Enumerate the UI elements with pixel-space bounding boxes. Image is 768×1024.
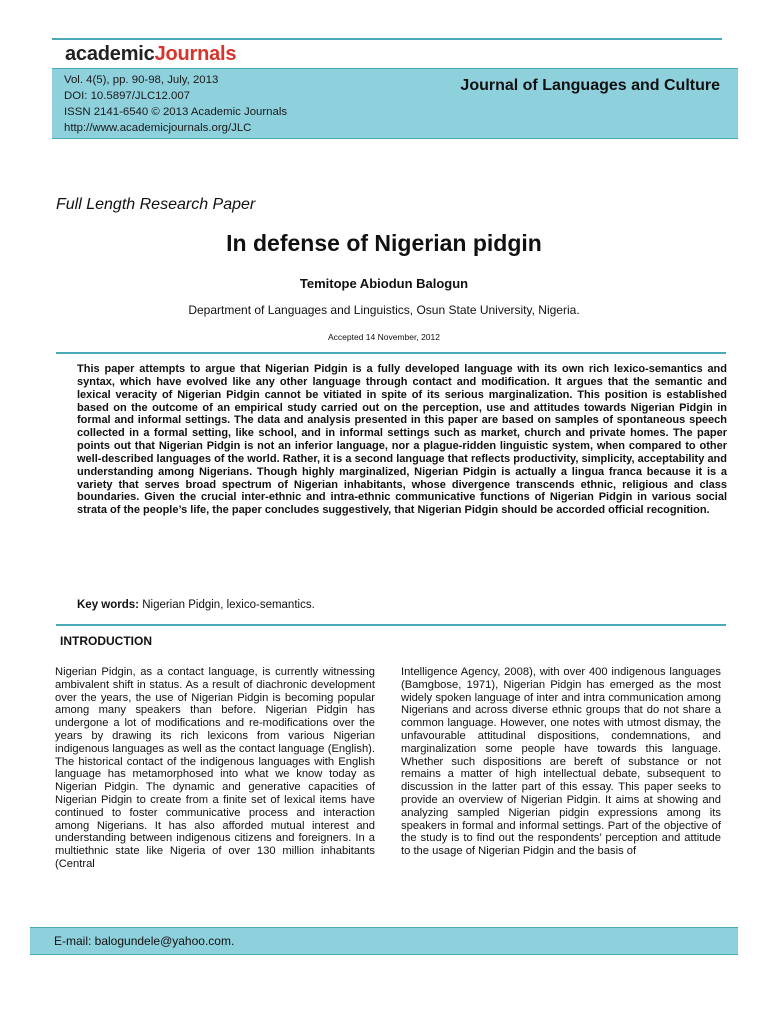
logo-part-journals: Journals: [154, 43, 237, 65]
volume-info: Vol. 4(5), pp. 90-98, July, 2013: [64, 74, 219, 86]
author-affiliation: Department of Languages and Linguistics, Osun State University, Nigeria.: [188, 303, 580, 317]
author-name: Temitope Abiodun Balogun: [299, 276, 469, 291]
keywords-label: Key words:: [77, 599, 139, 611]
abstract-top-rule: [56, 352, 726, 354]
introduction-heading: INTRODUCTION: [60, 634, 152, 648]
publication-meta: [64, 72, 287, 136]
keywords: [77, 599, 315, 611]
paper-type: Full Length Research Paper: [56, 196, 256, 213]
accepted-date: Accepted 14 November, 2012: [328, 332, 440, 342]
journal-name: Journal of Languages and Culture: [460, 77, 720, 94]
abstract: This paper attempts to argue that Nigerian Pidgin is a fully developed language with its own rich lexico-semantics and syntax, which have evolved like any other language through contact and modification. It argues that the semantic and lexical veracity of Nigerian Pidgin cannot be vitiated in spite of its serious marginalization. This position is established based on the outcome of an empirical study carried out on the perception, use and attitudes towards Nigerian Pidgin in formal and informal settings. The data and analysis presented in this paper are based on samples of spontaneous speech collected in a formal setting, like school, and in informal settings such as market, church and private homes. The paper points out that Nigerian Pidgin is not an inferior language, nor a plague-ridden linguistic system, when compared to other well-described languages of the world. Rather, it is a second language that reflects productivity, simplicity, acceptability and understanding among Nigerians. Though highly marginalized, Nigerian Pidgin is actually a lingua franca because it is a variety that serves broad spectrum of Nigerian inhabitants, whose divergence transcends ethnic, religious and class boundaries. Given the crucial inter-ethnic and intra-ethnic communicative functions of Nigerian Pidgin in various social strata of the people’s life, the paper concludes suggestively, that Nigerian Pidgin should be accorded official recognition.: [77, 363, 727, 517]
abstract-bottom-rule: [56, 624, 726, 626]
paper-title: In defense of Nigerian pidgin: [226, 230, 542, 256]
top-divider: [52, 38, 722, 40]
journal-header-band: [52, 68, 738, 139]
author-email[interactable]: E-mail: balogundele@yahoo.com.: [54, 934, 235, 948]
intro-column-right: Intelligence Agency, 2008), with over 400 indigenous languages (Bamgbose, 1971), Nigerian Pidgin has emerged as the most widely spoken language of inter and intra communication among Nigerians and across diverse ethnic groups that do not share a common language. However, one notes with utmost dismay, the unfavourable attitudinal dispositions, condemnations, and marginalization some people have towards this language. Whether such dispositions are bereft of substance or not remains a matter of high intellectual debate, subsequent to discussion in the latter part of this essay. This paper seeks to provide an overview of Nigerian Pidgin. It aims at showing and analyzing sampled Nigerian pidgin expressions among its speakers in formal and informal settings. Part of the objective of the study is to find out the respondents’ perception and attitude to the usage of Nigerian Pidgin and the basis of: [401, 666, 721, 858]
issn: ISSN 2141-6540 © 2013 Academic Journals: [64, 106, 288, 118]
footer-band: [30, 927, 738, 955]
intro-column-left: Nigerian Pidgin, as a contact language, is currently witnessing ambivalent shift in status. As a result of diachronic development over the years, the use of Nigerian Pidgin is becoming popular among many speakers than before. Nigerian Pidgin has undergone a lot of modifications and re-modifications over the years by drawing its rich lexicons from various Nigerian indigenous languages as well as the contact language (English). The historical contact of the indigenous languages with English language has metamorphosed into what we know today as Nigerian Pidgin. The dynamic and generative capacities of Nigerian Pidgin to create from a finite set of lexical items have continued to foster communicative process and interaction among Nigerians. It has also afforded mutual interest and understanding between indigenous citizens and foreigners. In a multiethnic state like Nigeria of over 130 million inhabitants (Central: [55, 666, 375, 870]
doi: DOI: 10.5897/JLC12.007: [64, 90, 191, 102]
keywords-value: Nigerian Pidgin, lexico-semantics.: [142, 599, 315, 611]
publisher-logo: [65, 43, 236, 66]
logo-part-academic: academic: [65, 43, 155, 65]
journal-url[interactable]: http://www.academicjournals.org/JLC: [64, 122, 252, 134]
